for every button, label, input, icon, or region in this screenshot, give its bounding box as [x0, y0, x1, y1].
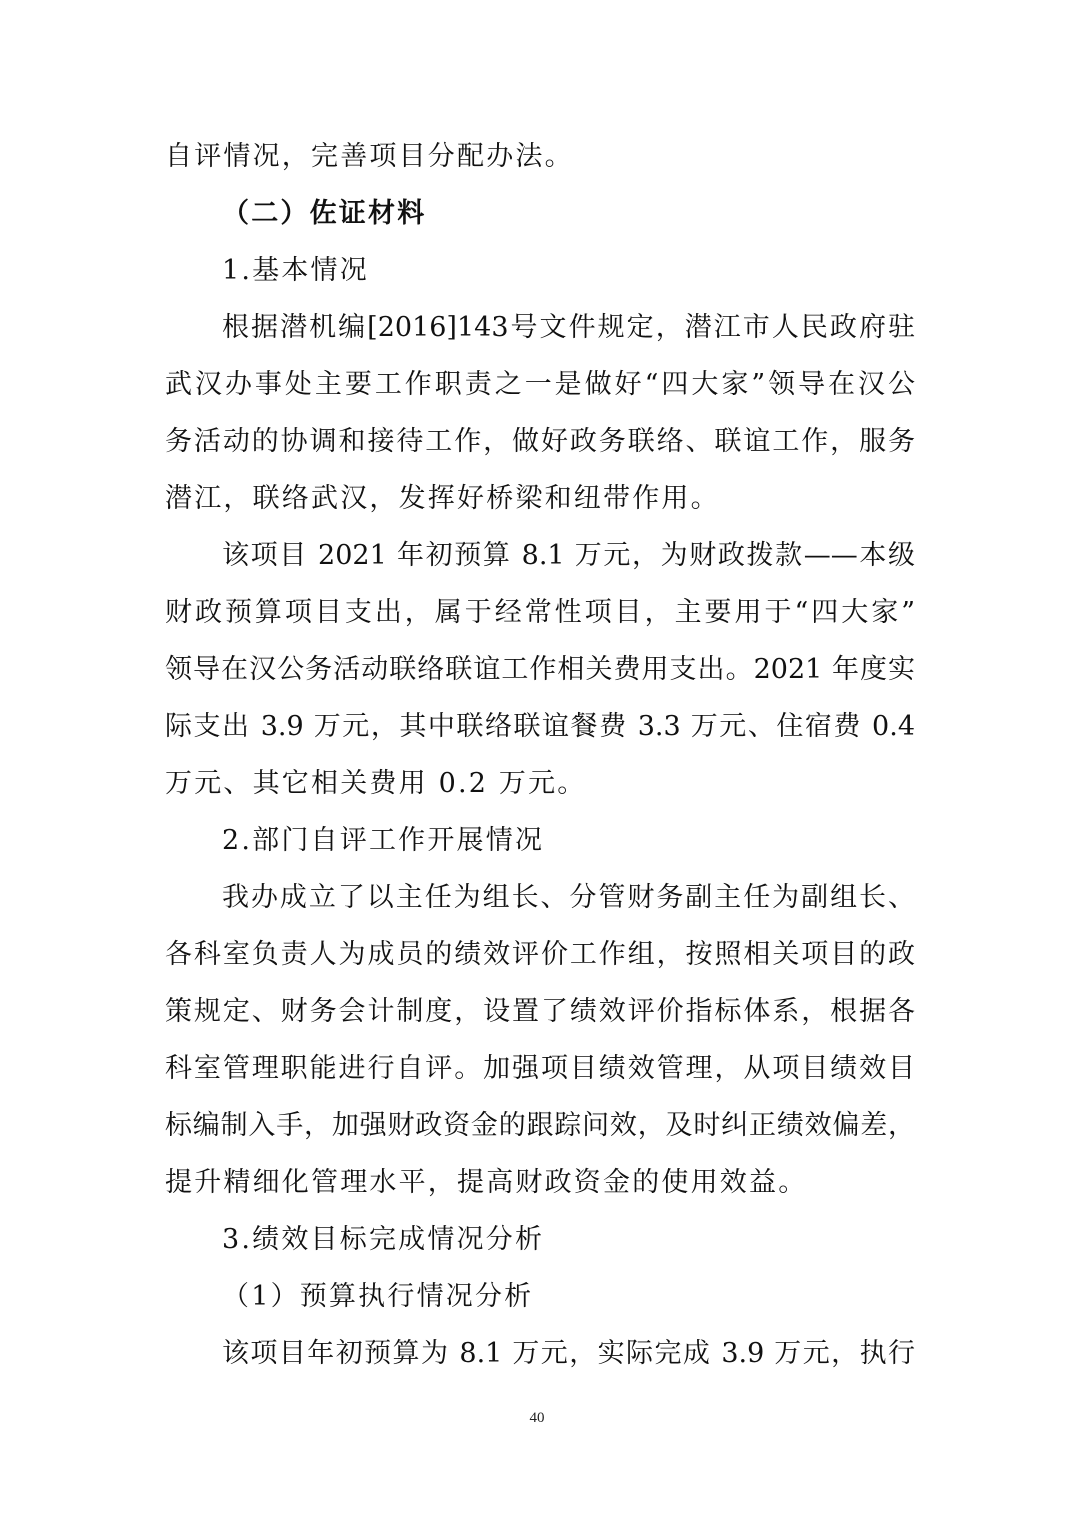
text-line: 该项目年初预算为 8.1 万元，实际完成 3.9 万元，执行 [222, 1338, 915, 1369]
text-line: 提升精细化管理水平，提高财政资金的使用效益。 [165, 1167, 808, 1198]
text-line: 务活动的协调和接待工作，做好政务联络、联谊工作，服务 [165, 426, 915, 457]
text-line: 财政预算项目支出，属于经常性项目，主要用于“四大家” [165, 597, 915, 628]
text-line: 根据潜机编[2016]143号文件规定，潜江市人民政府驻 [222, 312, 915, 343]
text-line: 我办成立了以主任为组长、分管财务副主任为副组长、 [222, 882, 915, 913]
text-line: （1）预算执行情况分析 [222, 1281, 534, 1312]
text-line: 策规定、财务会计制度，设置了绩效评价指标体系，根据各 [165, 996, 915, 1027]
text-line: 科室管理职能进行自评。加强项目绩效管理，从项目绩效目 [165, 1053, 915, 1084]
text-line: 万元、其它相关费用 0.2 万元。 [165, 768, 587, 799]
section-heading: （二）佐证材料 [222, 198, 427, 229]
text-line: 武汉办事处主要工作职责之一是做好“四大家”领导在汉公 [165, 369, 915, 400]
text-line: 领导在汉公务活动联络联谊工作相关费用支出。2021 年度实 [165, 654, 915, 685]
text-line: 际支出 3.9 万元，其中联络联谊餐费 3.3 万元、住宿费 0.4 [165, 711, 915, 742]
text-line: 2.部门自评工作开展情况 [222, 825, 545, 856]
text-line: 1.基本情况 [222, 255, 369, 286]
text-line: 标编制入手，加强财政资金的跟踪问效，及时纠正绩效偏差， [165, 1110, 915, 1141]
text-line: 潜江，联络武汉，发挥好桥梁和纽带作用。 [165, 483, 720, 514]
text-line: 该项目 2021 年初预算 8.1 万元，为财政拨款——本级 [222, 540, 915, 571]
text-line: 3.绩效目标完成情况分析 [222, 1224, 545, 1255]
text-line: 自评情况，完善项目分配办法。 [165, 141, 574, 172]
page-number: 40 [529, 1410, 545, 1426]
text-line: 各科室负责人为成员的绩效评价工作组，按照相关项目的政 [165, 939, 915, 970]
body-text [165, 128, 915, 1382]
